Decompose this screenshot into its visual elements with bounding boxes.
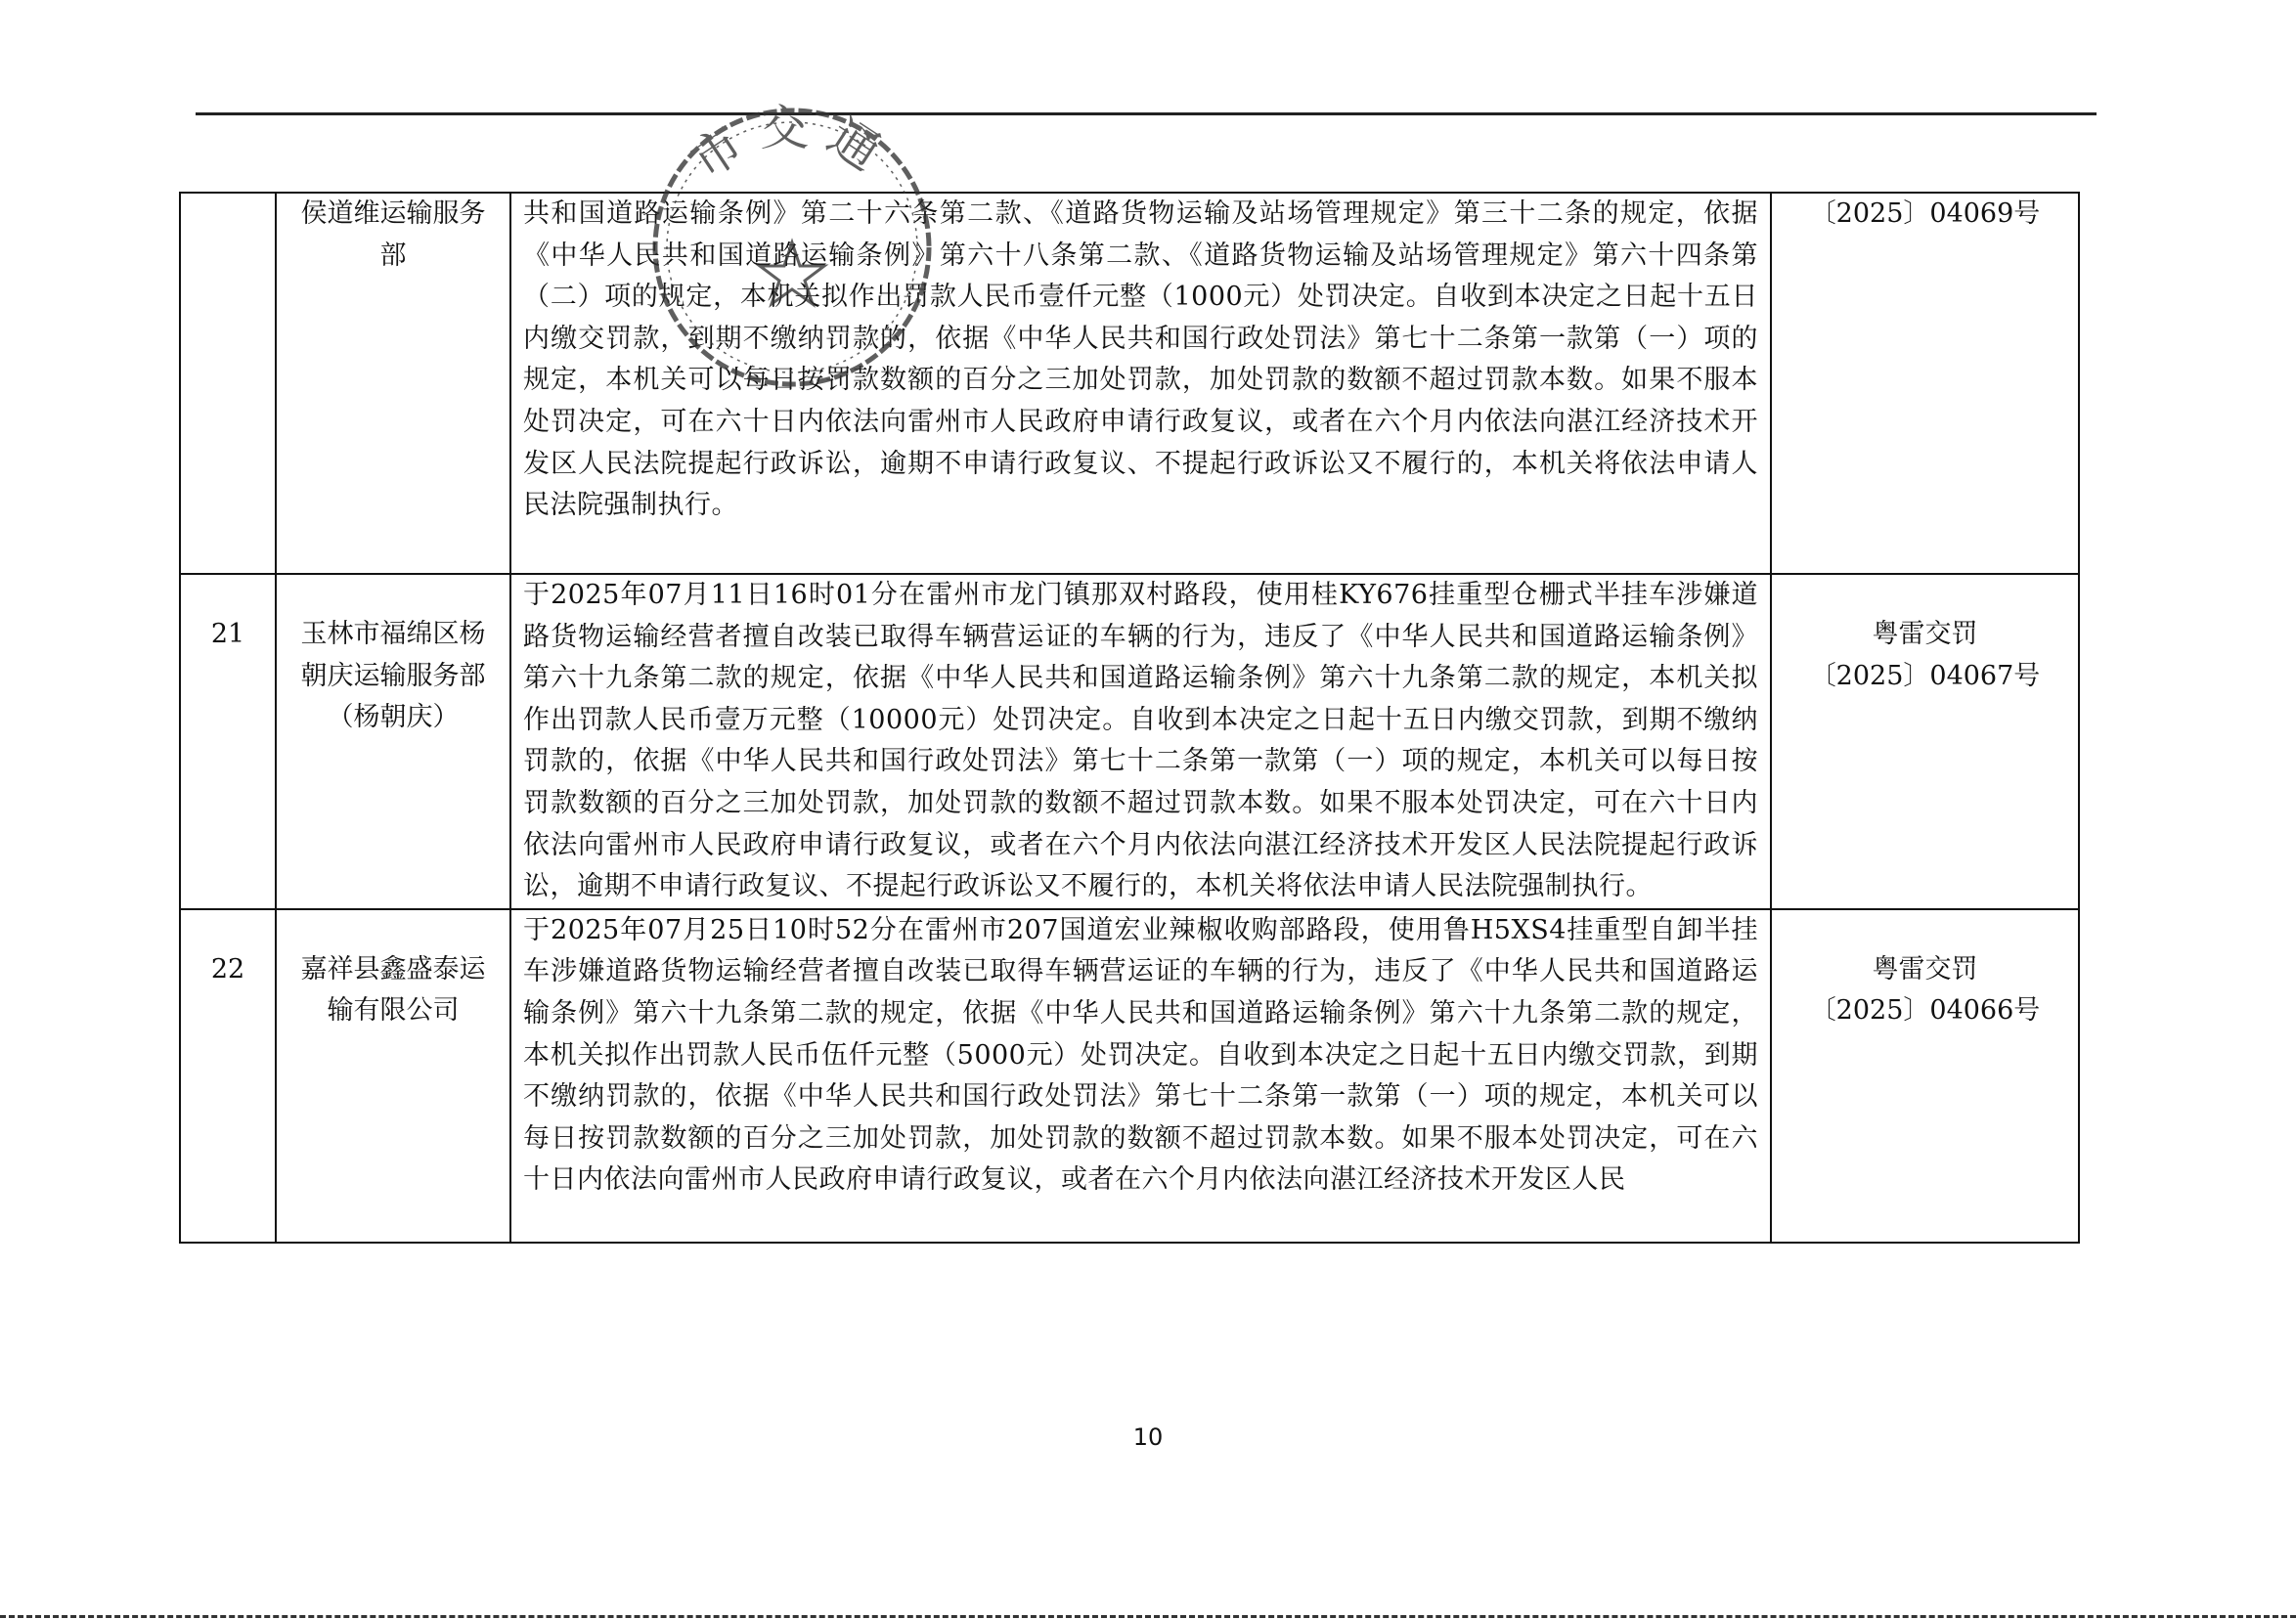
document-number-code: 〔2025〕04067号 [1809,660,2041,691]
party-name: 侯道维运输服务部 [276,193,510,574]
row-number: 21 [180,574,276,909]
penalty-table [179,192,2080,1244]
penalty-content: 共和国道路运输条例》第二十六条第二款、《道路货物运输及站场管理规定》第三十二条的规定，依据《中华人民共和国道路运输条例》第六十八条第二款、《道路货物运输及站场管理规定》第六十四条第（二）项的规定，本机关拟作出罚款人民币壹仟元整（1000元）处罚决定。自收到本决定之日起十五日内缴交罚款，到期不缴纳罚款的，依据《中华人民共和国行政处罚法》第七十二条第一款第（一）项的规定，本机关可以每日按罚款数额的百分之三加处罚款，加处罚款的数额不超过罚款本数。如果不服本处罚决定，可在六十日内依法向雷州市人民政府申请行政复议，或者在六个月内依法向湛江经济技术开发区人民法院提起行政诉讼，逾期不申请行政复议、不提起行政诉讼又不履行的，本机关将依法申请人民法院强制执行。 [510,193,1771,574]
document-number [1771,193,2079,574]
document-number-prefix: 粤雷交罚 [1872,619,1978,649]
document-number [1771,909,2079,1243]
table-row [180,574,2079,909]
page-number: 10 [1132,1423,1164,1451]
row-number [180,193,276,574]
party-name: 嘉祥县鑫盛泰运输有限公司 [276,909,510,1243]
header-rule [196,112,2097,115]
table-row [180,193,2079,574]
document-number-code: 〔2025〕04066号 [1809,995,2041,1027]
scan-edge-line [0,1615,2296,1618]
document-number-code: 〔2025〕04069号 [1809,198,2041,229]
penalty-content: 于2025年07月11日16时01分在雷州市龙门镇那双村路段，使用桂KY676挂重型仓栅式半挂车涉嫌道路货物运输经营者擅自改装已取得车辆营运证的车辆的行为，违反了《中华人民共和国道路运输条例》第六十九条第二款的规定，依据《中华人民共和国道路运输条例》第六十九条第二款的规定，本机关拟作出罚款人民币壹万元整（10000元）处罚决定。自收到本决定之日起十五日内缴交罚款，到期不缴纳罚款的，依据《中华人民共和国行政处罚法》第七十二条第一款第（一）项的规定，本机关可以每日按罚款数额的百分之三加处罚款，加处罚款的数额不超过罚款本数。如果不服本处罚决定，可在六十日内依法向雷州市人民政府申请行政复议，或者在六个月内依法向湛江经济技术开发区人民法院提起行政诉讼，逾期不申请行政复议、不提起行政诉讼又不履行的，本机关将依法申请人民法院强制执行。 [510,574,1771,909]
table-row [180,909,2079,1243]
document-number [1771,574,2079,909]
seal-text: 市交通 [681,99,902,191]
document-number-prefix: 粤雷交罚 [1872,953,1978,985]
penalty-content: 于2025年07月25日10时52分在雷州市207国道宏业辣椒收购部路段，使用鲁H5XS4挂重型自卸半挂车涉嫌道路货物运输经营者擅自改装已取得车辆营运证的车辆的行为，违反了《中华人民共和国道路运输条例》第六十九条第二款的规定，依据《中华人民共和国道路运输条例》第六十九条第二款的规定，本机关拟作出罚款人民币伍仟元整（5000元）处罚决定。自收到本决定之日起十五日内缴交罚款，到期不缴纳罚款的，依据《中华人民共和国行政处罚法》第七十二条第一款第（一）项的规定，本机关可以每日按罚款数额的百分之三加处罚款，加处罚款的数额不超过罚款本数。如果不服本处罚决定，可在六十日内依法向雷州市人民政府申请行政复议，或者在六个月内依法向湛江经济技术开发区人民 [510,909,1771,1243]
row-number: 22 [180,909,276,1243]
party-name: 玉林市福绵区杨朝庆运输服务部（杨朝庆） [276,574,510,909]
